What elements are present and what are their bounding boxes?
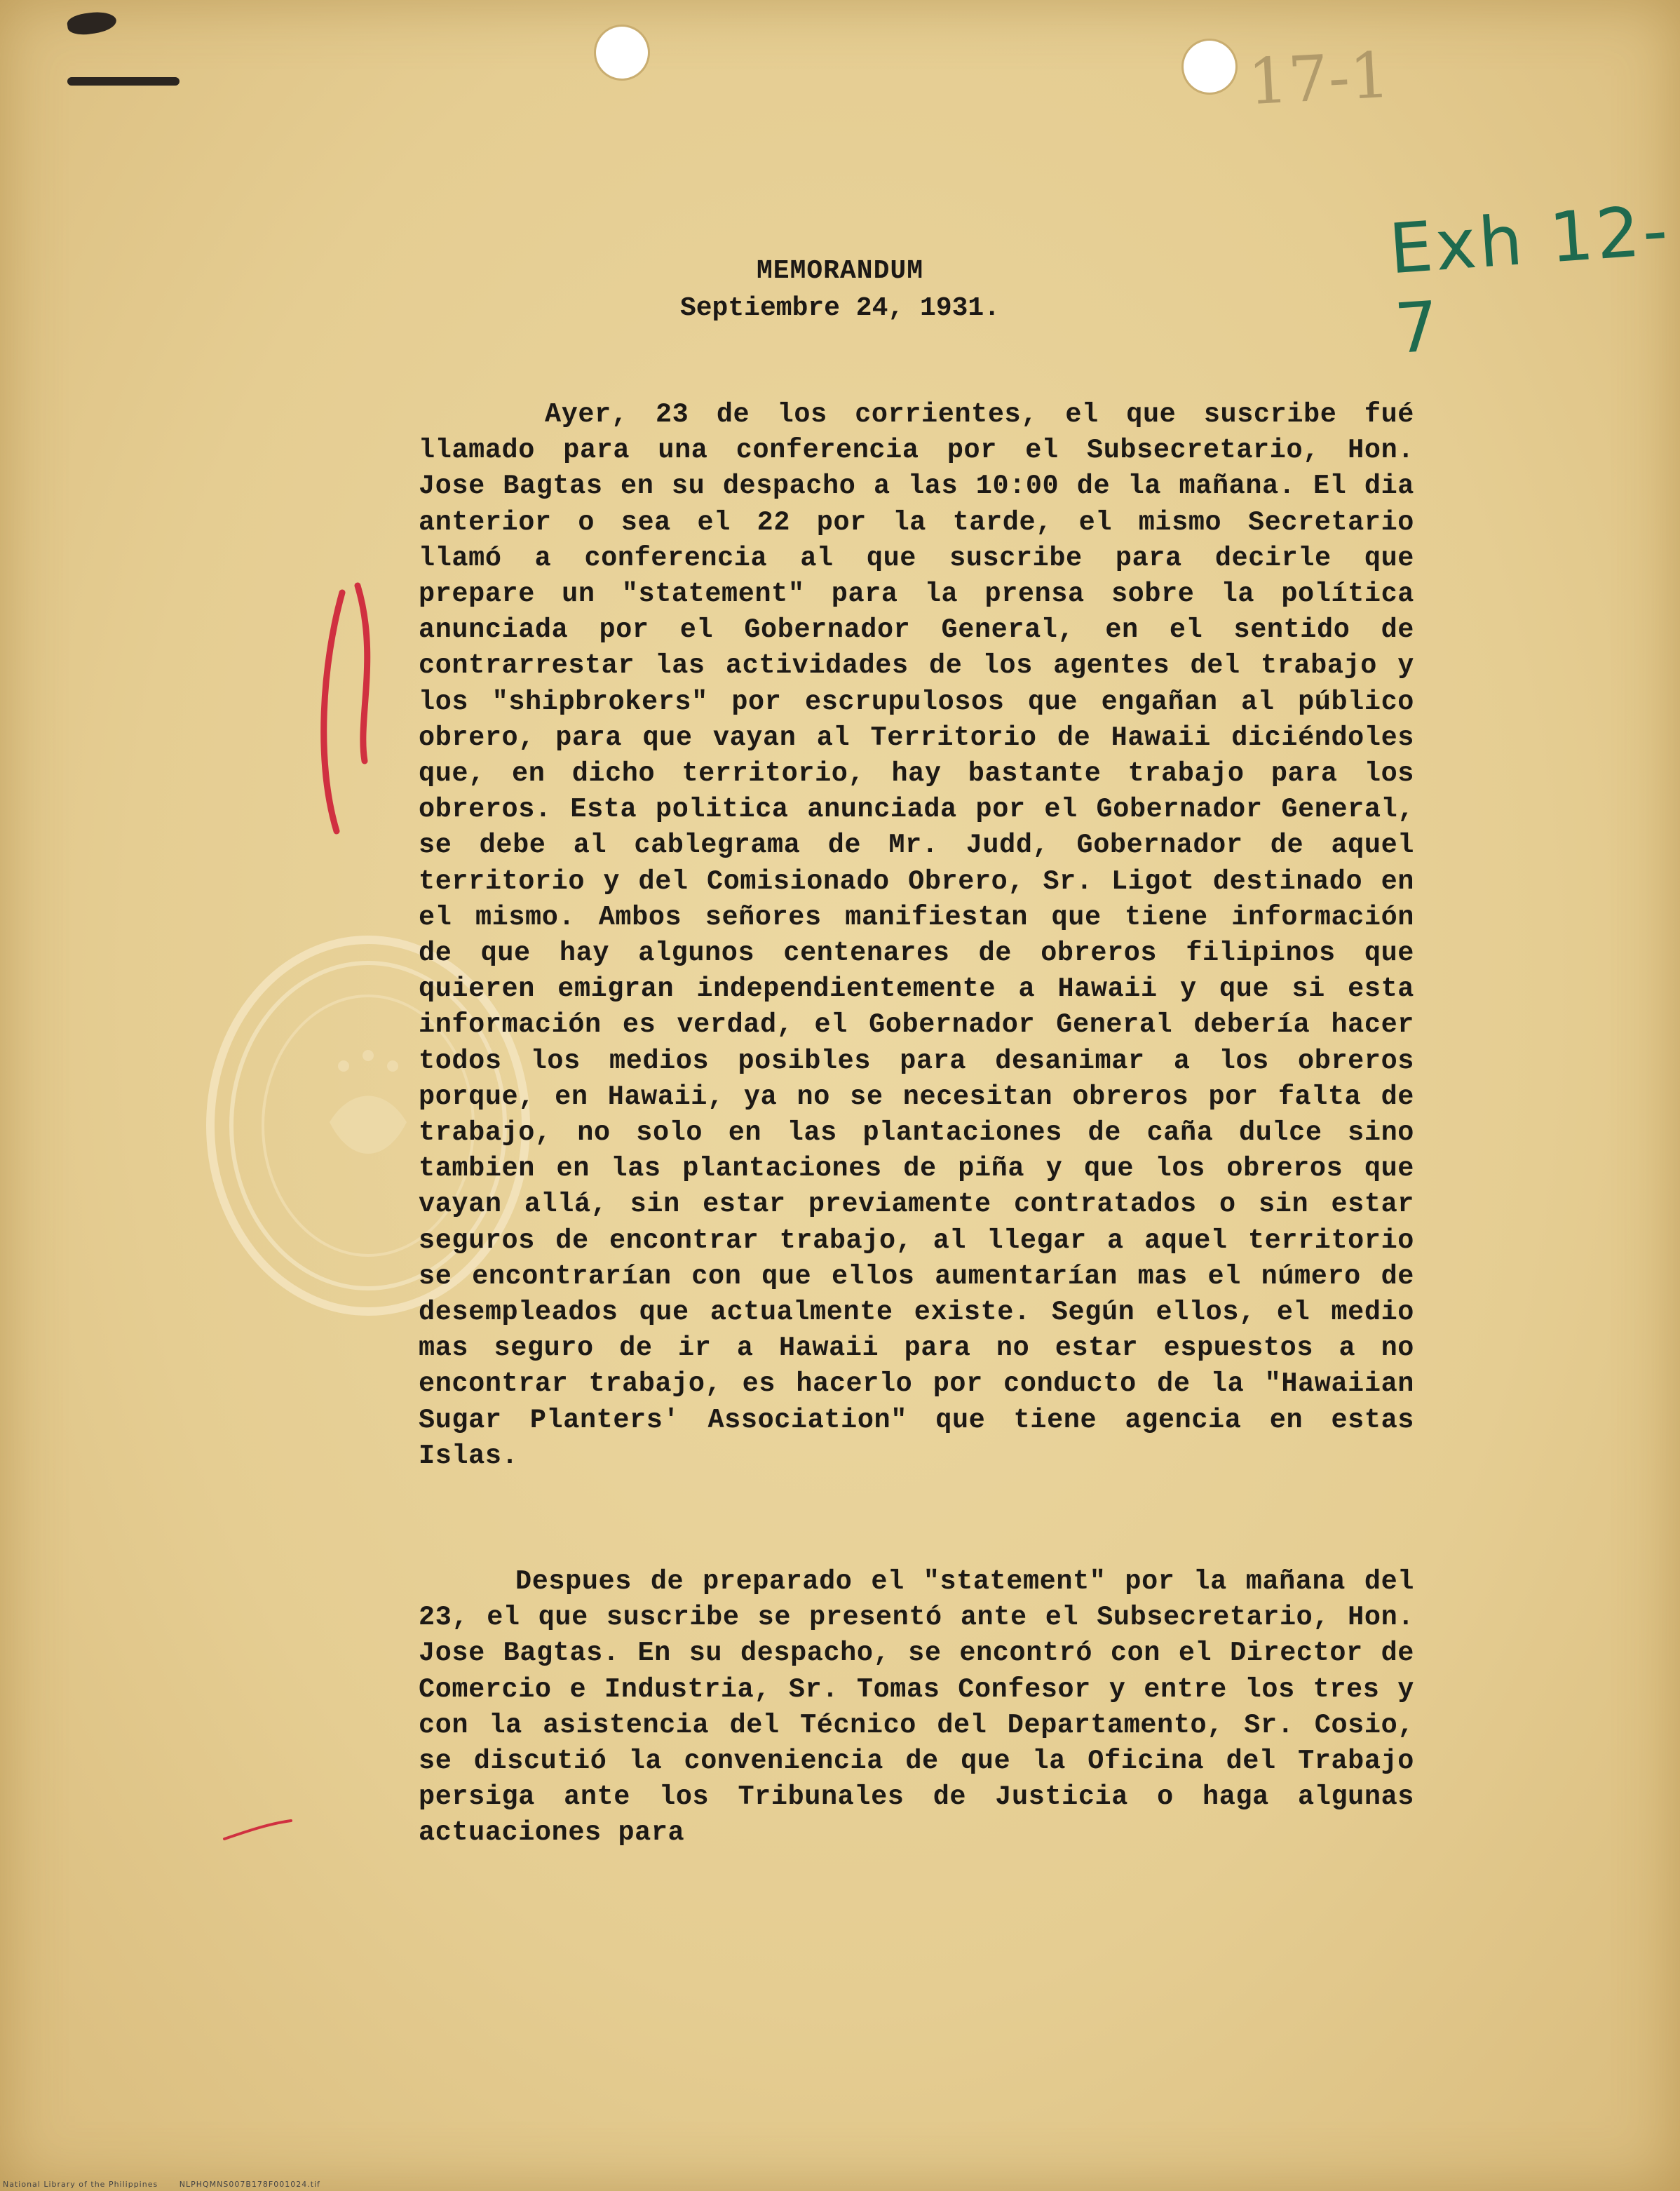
punch-hole-right bbox=[1184, 41, 1235, 93]
memo-title: MEMORANDUM bbox=[756, 256, 924, 286]
memo-paragraph-2: Despues de preparado el "statement" por la mañana del 23, el que suscribe se presentó ante el Subsecretario, Hon. Jose Bagtas. En su despacho, se encontró con el Director de Comercio e Industria, Sr. Tomas Confesor y entre los tres y con la asistencia del Técnico del Departamento, Sr. Cosio, se discutió la conveniencia de que la Oficina del Trabajo persiga ante los Tribunales de Justicia o haga algunas actuaciones para bbox=[419, 1566, 1414, 1849]
memo-date: Septiembre 24, 1931. bbox=[679, 293, 1001, 323]
red-tick-mark-icon bbox=[221, 1816, 298, 1845]
ink-smudge-line bbox=[67, 77, 179, 86]
footer-file-id: NLPHQMNS007B178F001024.tif bbox=[179, 2180, 320, 2189]
exhibit-handwritten-mark: Exh 12-7 bbox=[1386, 190, 1673, 370]
footer-library: National Library of the Philippines bbox=[3, 2180, 158, 2189]
archive-footer bbox=[3, 2180, 339, 2189]
corner-pencil-mark: 17-1 bbox=[1246, 38, 1392, 120]
memo-paragraph-1: Ayer, 23 de los corrientes, el que suscribe fué llamado para una conferencia por el Subsecretario, Hon. Jose Bagtas en su despacho a las 10:00 de la mañana. El dia anterior o sea el 22 por la tarde, el mismo Secretario llamó a conferencia al que suscribe para decirle que prepare un "statement" para la prensa sobre la política anunciada por el Gobernador General, en el sentido de contrarrestar las actividades de los agentes del trabajo y los "shipbrokers" por escrupulosos que engañan al público obrero, para que vayan al Territorio de Hawaii diciéndoles que, en dicho territorio, hay bastante trabajo para los obreros. Esta politica anunciada por el Gobernador General, se debe al cablegrama de Mr. Judd, Gobernador de aquel territorio y del Comisionado Obrero, Sr. Ligot destinado en el mismo. Ambos señores manifiestan que tiene información de que hay algunos centenares de obreros filipinos que quieren emigran independientemente a Hawaii y que si esta información es verdad, el Gobernador General debería hacer todos los medios posibles para desanimar a los obreros porque, en Hawaii, ya no se necesitan obreros por falta de trabajo, no solo en las plantaciones de caña dulce sino tambien en las plantaciones de piña y que los obreros que vayan allá, sin estar previamente contratados o sin estar seguros de encontrar trabajo, al llegar a aquel territorio se encontrarían con que ellos aumentarían mas el número de desempleados que actualmente existe. Según ellos, el medio mas seguro de ir a Hawaii para no estar espuestos a no encontrar trabajo, es hacerlo por conducto de la "Hawaiian Sugar Planters' Association" que tiene agencia en estas Islas. bbox=[419, 399, 1414, 1471]
punch-hole-left bbox=[596, 27, 648, 79]
red-pencil-mark-icon bbox=[309, 579, 393, 845]
